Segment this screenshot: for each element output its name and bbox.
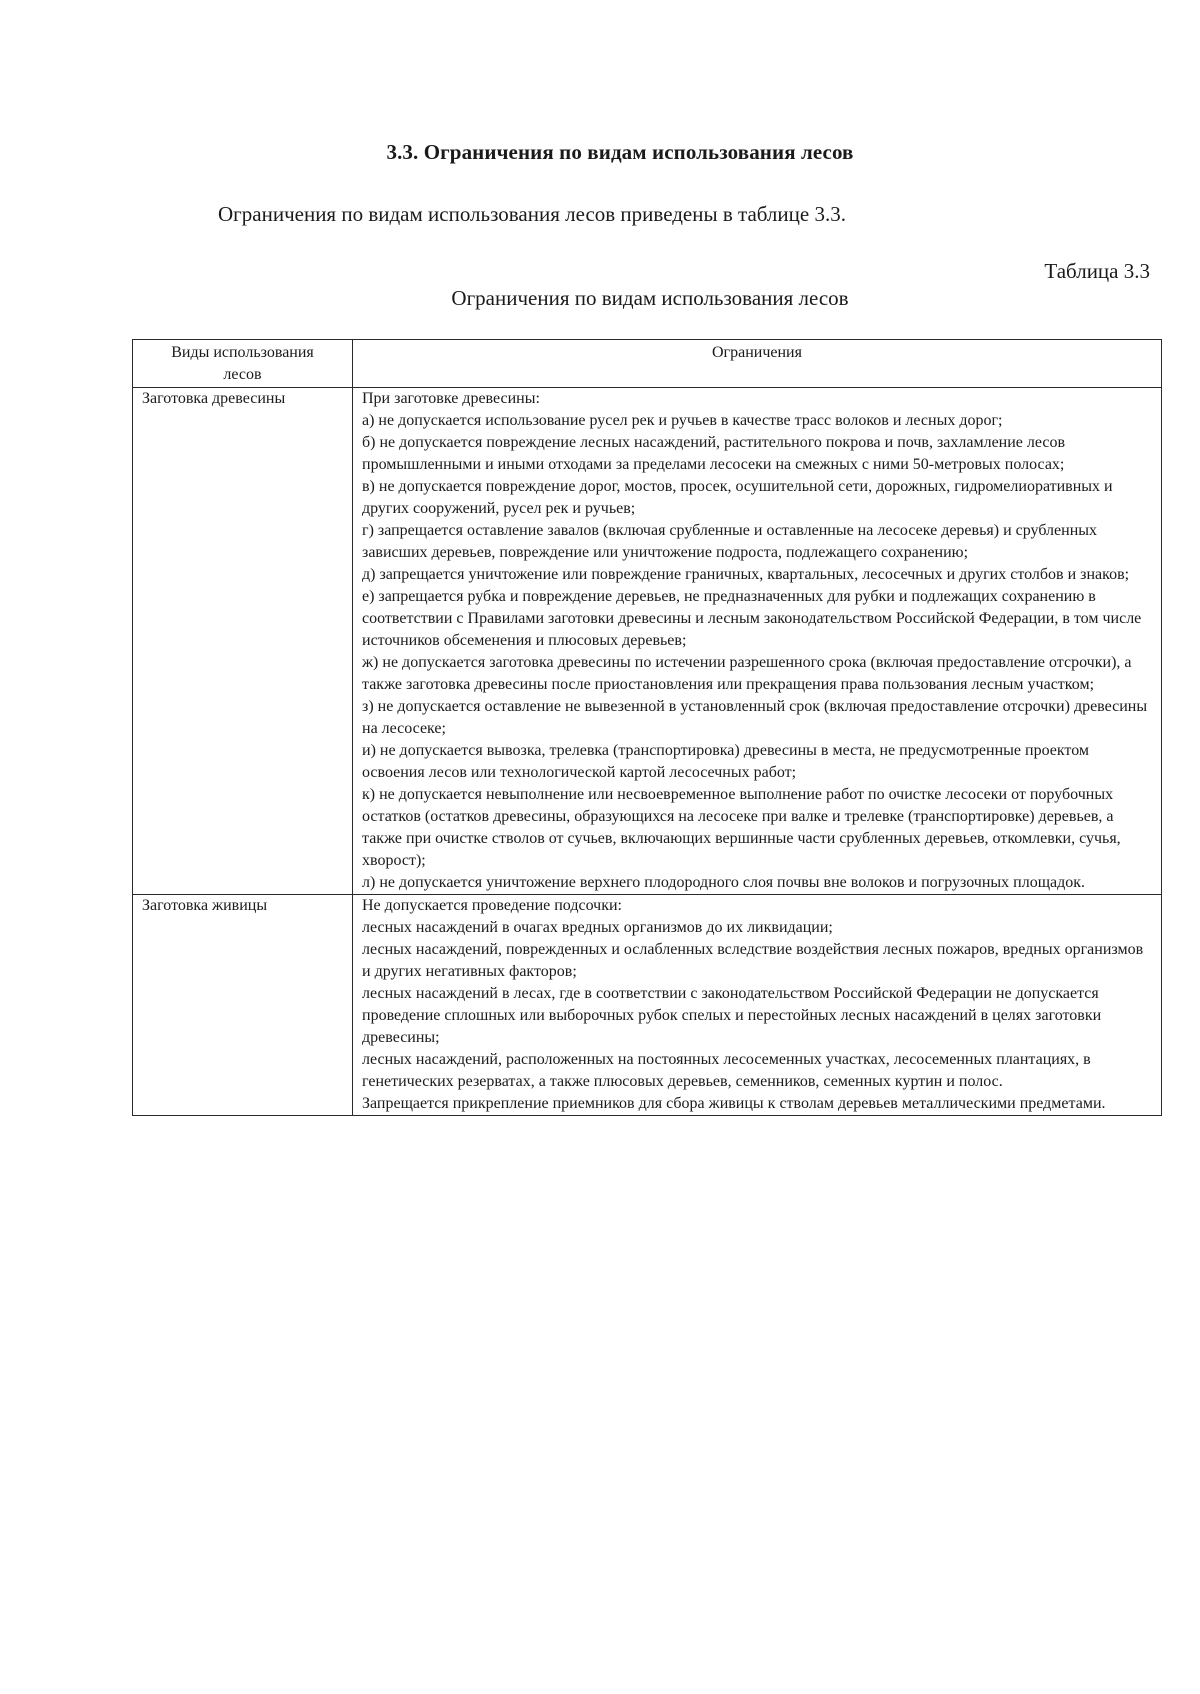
restriction-line: а) не допускается использование русел рек и ручьев в качестве трасс волоков и лесных дорог; — [362, 412, 1003, 429]
row-timber-harvesting-restrictions — [353, 388, 1162, 895]
restriction-line: Не допускается проведение подсочки: — [362, 897, 622, 914]
row-resin-tapping-type: Заготовка живицы — [133, 895, 353, 1116]
header-type-line1: Виды использования — [171, 344, 314, 361]
row-resin-tapping-restrictions — [353, 895, 1162, 1116]
restriction-line: и) не допускается вывозка, трелевка (транспортировка) древесины в места, не предусмотренные проектом освоения лесов или технологической картой лесосечных работ; — [362, 742, 1090, 781]
restriction-line: л) не допускается уничтожение верхнего плодородного слоя почвы вне волоков и погрузочных площадок. — [362, 874, 1086, 891]
header-forest-use-type — [133, 340, 353, 388]
section-title: 3.3. Ограничения по видам использования лесов — [386, 140, 854, 164]
table-row — [133, 895, 1162, 1116]
restriction-line: ж) не допускается заготовка древесины по истечении разрешенного срока (включая предоставление отсрочки), а также заготовка древесины после приостановления или прекращения права пользования лесным участком; — [362, 654, 1132, 693]
header-restrictions: Ограничения — [353, 340, 1162, 388]
intro-text: Ограничения по видам использования лесов приведены в таблице 3.3. — [218, 202, 846, 226]
restriction-line: к) не допускается невыполнение или несвоевременное выполнение работ по очистке лесосеки от порубочных остатков (остатков древесины, образующихся на лесосеке при валке и трелевке (транспортировке) деревьев, а также при очистке стволов от сучьев, включающих вершинные части срубленных деревьев, откомлевки, сучья, хворост); — [362, 786, 1121, 869]
restriction-line: лесных насаждений, поврежденных и ослабленных вследствие воздействия лесных пожаров, вредных организмов и других негативных факторов; — [362, 941, 1144, 980]
restriction-line: б) не допускается повреждение лесных насаждений, растительного покрова и почв, захламление лесов промышленными и иными отходами за пределами лесосеки на смежных с ними 50-метровых полосах; — [362, 434, 1066, 473]
table-number: Таблица 3.3 — [1044, 259, 1150, 283]
restriction-line: Запрещается прикрепление приемников для сбора живицы к стволам деревьев металлическими предметами. — [362, 1095, 1106, 1112]
table-header-row — [133, 340, 1162, 388]
restriction-line: При заготовке древесины: — [362, 390, 540, 407]
restriction-line: лесных насаждений в лесах, где в соответствии с законодательством Российской Федерации не допускается проведение сплошных или выборочных рубок спелых и перестойных лесных насаждений в целях заготовки древесины; — [362, 985, 1102, 1046]
restriction-line: г) запрещается оставление завалов (включая срубленные и оставленные на лесосеке деревья) и срубленных зависших деревьев, повреждение или уничтожение подроста, подлежащего сохранению; — [362, 522, 1098, 561]
restriction-line: лесных насаждений, расположенных на постоянных лесосеменных участках, лесосеменных плантациях, в генетических резерватах, а также плюсовых деревьев, семенников, семенных куртин и полос. — [362, 1051, 1091, 1090]
restriction-line: з) не допускается оставление не вывезенной в установленный срок (включая предоставление отсрочки) древесины на лесосеке; — [362, 698, 1148, 737]
restriction-line: е) запрещается рубка и повреждение деревьев, не предназначенных для рубки и подлежащих сохранению в соответствии с Правилами заготовки древесины и лесным законодательством Российской Федерации, в том числе источников обсеменения и плюсовых деревьев; — [362, 588, 1142, 649]
restriction-line: д) запрещается уничтожение или повреждение граничных, квартальных, лесосечных и других столбов и знаков; — [362, 566, 1130, 583]
restriction-line: лесных насаждений в очагах вредных организмов до их ликвидации; — [362, 919, 833, 936]
row-timber-harvesting-type: Заготовка древесины — [133, 388, 353, 895]
table-row — [133, 388, 1162, 895]
header-type-line2: лесов — [223, 366, 262, 383]
restriction-line: в) не допускается повреждение дорог, мостов, просек, осушительной сети, дорожных, гидромелиоративных и других сооружений, русел рек и ручьев; — [362, 478, 1113, 517]
table-caption: Ограничения по видам использования лесов — [451, 286, 849, 310]
restrictions-table — [132, 339, 1162, 1116]
